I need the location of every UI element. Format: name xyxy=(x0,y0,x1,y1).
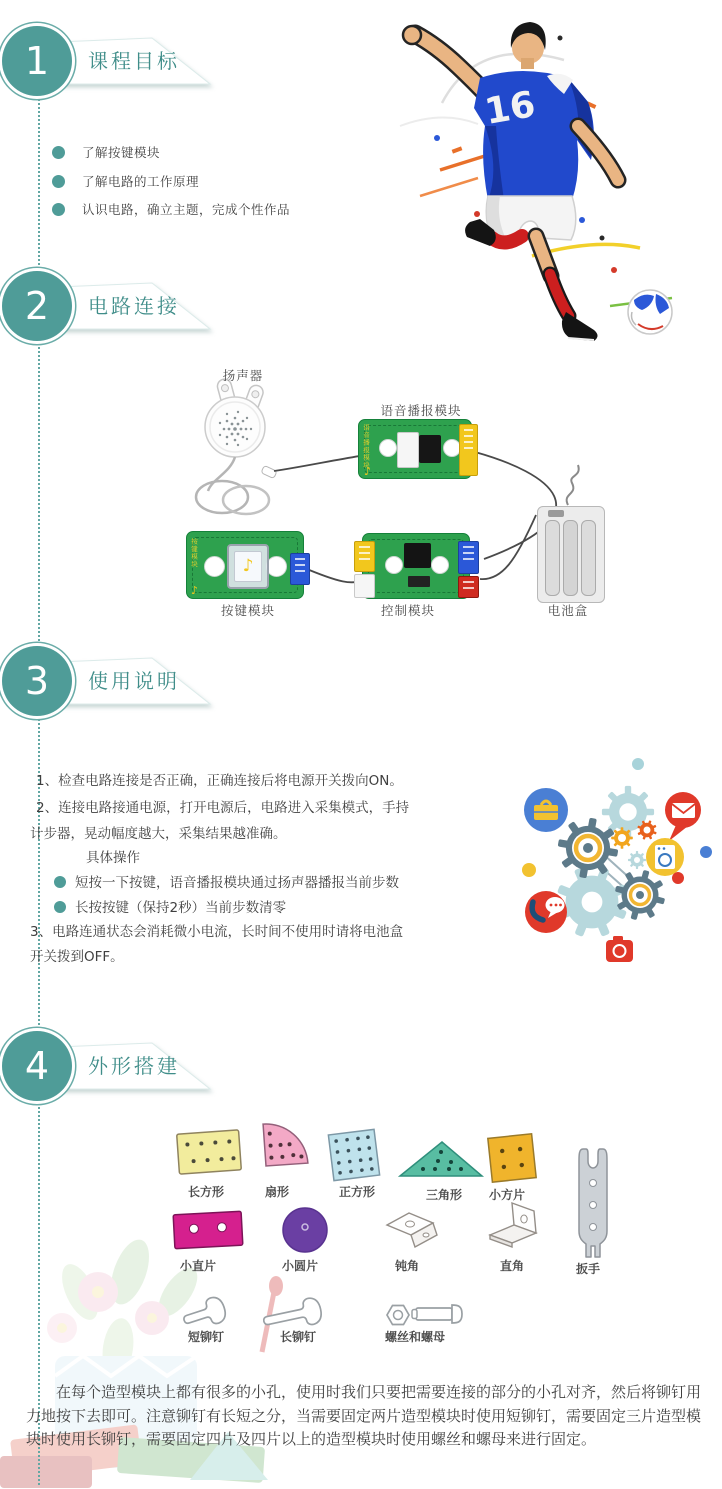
shape-right-bracket xyxy=(490,1203,536,1247)
objective-item xyxy=(52,170,199,192)
soccer-ball xyxy=(628,290,672,334)
dot-decoration xyxy=(522,863,536,877)
shape-square xyxy=(328,1129,379,1180)
shape-label: 短铆钉 xyxy=(187,1330,224,1344)
objective-item xyxy=(52,141,160,163)
section-3-badge xyxy=(2,646,72,716)
gears-illustration xyxy=(518,750,718,980)
section-4-title: 外形搭建 xyxy=(88,1054,180,1078)
camera-icon xyxy=(606,936,633,962)
pcb-silkscreen-text: 按键模块 xyxy=(190,538,198,568)
section-3-number: 3 xyxy=(24,659,50,703)
speaker-label: 扬声器 xyxy=(222,368,264,383)
shape-screw xyxy=(412,1305,462,1323)
red-connector xyxy=(458,576,479,598)
shape-label: 小直片 xyxy=(179,1259,216,1273)
pcb-silkscreen-text: 语音播报模块 xyxy=(362,424,370,469)
shape-fan xyxy=(263,1121,308,1166)
blue-connector xyxy=(458,541,479,574)
speaker-illustration xyxy=(196,378,277,514)
usage-line: 1、检查电路连接是否正确，正确连接后将电源开关拨向ON。 xyxy=(36,773,403,789)
objective-text: 了解按键模块 xyxy=(82,145,161,160)
shape-label: 螺丝和螺母 xyxy=(384,1330,445,1344)
mcu-chip xyxy=(404,543,431,568)
brand-note-icon: ♪ xyxy=(364,465,372,478)
shape-label: 长铆钉 xyxy=(279,1330,316,1344)
bullet-dot-icon xyxy=(52,146,65,159)
shape-label: 长方形 xyxy=(187,1185,224,1199)
white-connector xyxy=(397,432,419,468)
mounting-hole xyxy=(266,556,287,577)
usage-line: 开关拨到OFF。 xyxy=(30,949,124,965)
shape-label: 扇形 xyxy=(264,1185,289,1199)
brand-note-icon: ♪ xyxy=(242,556,254,576)
phone-chat-icon xyxy=(525,891,567,933)
button-module-board xyxy=(186,531,304,599)
washing-machine-icon xyxy=(646,838,684,876)
shape-small-strip xyxy=(173,1211,243,1249)
control-module-label: 控制模块 xyxy=(380,603,435,618)
usage-line: 3、电路连通状态会消耗微小电流，长时间不使用时请将电池盒 xyxy=(30,924,404,940)
section-2-title: 电路连接 xyxy=(88,294,180,318)
power-switch xyxy=(548,510,564,517)
bullet-dot-icon xyxy=(52,203,65,216)
yellow-connector xyxy=(354,541,375,572)
blue-connector xyxy=(290,553,310,585)
assembly-paragraph: 在每个造型模块上都有很多的小孔，使用时我们只要把需要连接的部分的小孔对齐，然后将铆钉用力地按下去即可。注意铆钉有长短之分，当需要固定两片造型模块时使用短铆钉，需要固定三片造型模块时使用长铆钉，需要固定四片及四片以上的造型模块时使用螺丝和螺母来进行固定。 xyxy=(26,1383,702,1448)
ic-chip xyxy=(408,576,430,587)
brand-note-icon: ♪ xyxy=(191,584,199,597)
objective-item xyxy=(52,198,290,220)
yellow-connector xyxy=(459,424,478,476)
push-button xyxy=(227,544,269,589)
mounting-hole xyxy=(379,439,397,457)
usage-bullet-text: 短按一下按键，语音播报模块通过扬声器播报当前步数 xyxy=(75,875,399,891)
mounting-hole xyxy=(431,556,449,574)
usage-bullet-line xyxy=(30,895,500,921)
soccer-player-illustration xyxy=(382,8,722,348)
shape-wrench xyxy=(579,1149,607,1257)
usage-bullet-text: 长按按键（保持2秒）当前步数清零 xyxy=(75,900,287,916)
shape-obtuse-bracket xyxy=(387,1213,437,1247)
shape-label: 正方形 xyxy=(338,1185,375,1199)
ic-chip xyxy=(419,435,441,463)
shape-triangle xyxy=(400,1142,482,1176)
shape-label: 小圆片 xyxy=(281,1259,318,1273)
jersey-number: 16 xyxy=(481,83,539,134)
dot-decoration xyxy=(632,758,644,770)
usage-line: 计步器，晃动幅度越大，采集结果越准确。 xyxy=(30,826,287,842)
section-2-badge xyxy=(2,271,72,341)
voice-module-label: 语音播报模块 xyxy=(380,403,462,418)
battery-cell xyxy=(545,520,560,596)
shape-label: 直角 xyxy=(499,1259,524,1273)
usage-subtitle: 具体操作 xyxy=(86,850,140,866)
mounting-hole xyxy=(385,556,403,574)
usage-bullet-line xyxy=(30,870,500,896)
shape-small-disc xyxy=(283,1208,327,1252)
shape-small-square xyxy=(488,1134,536,1182)
section-1-title: 课程目标 xyxy=(88,49,180,73)
mail-icon xyxy=(665,792,701,841)
battery-cell xyxy=(581,520,596,596)
section-2-number: 2 xyxy=(24,284,50,328)
button-module-label: 按键模块 xyxy=(220,603,275,618)
section-1-badge xyxy=(2,26,72,96)
dot-decoration xyxy=(700,846,712,858)
section-1-number: 1 xyxy=(24,39,50,83)
usage-line: 2、连接电路接通电源，打开电源后，电路进入采集模式，手持 xyxy=(36,800,410,816)
shape-nut xyxy=(387,1306,409,1325)
shape-label: 扳手 xyxy=(575,1262,600,1276)
battery-cell xyxy=(563,520,578,596)
shape-rectangle xyxy=(177,1130,242,1174)
battery-box xyxy=(537,506,605,603)
section-3-title: 使用说明 xyxy=(88,669,180,693)
dot-decoration xyxy=(672,872,684,884)
objective-text: 认识电路，确立主题，完成个性作品 xyxy=(82,202,291,217)
battery-box-label: 电池盒 xyxy=(547,603,589,618)
shape-label: 小方片 xyxy=(488,1188,525,1202)
bullet-dot-icon xyxy=(54,901,66,913)
shape-label: 钝角 xyxy=(394,1259,419,1273)
objective-text: 了解电路的工作原理 xyxy=(82,174,200,189)
section-4-badge xyxy=(2,1031,72,1101)
shape-label: 三角形 xyxy=(425,1188,462,1202)
bullet-dot-icon xyxy=(54,876,66,888)
briefcase-icon xyxy=(524,788,568,832)
bullet-dot-icon xyxy=(52,175,65,188)
mounting-hole xyxy=(204,556,225,577)
section-4-number: 4 xyxy=(24,1044,50,1088)
control-module-board xyxy=(362,533,470,599)
voice-module-board xyxy=(358,419,472,479)
white-connector xyxy=(354,574,375,598)
